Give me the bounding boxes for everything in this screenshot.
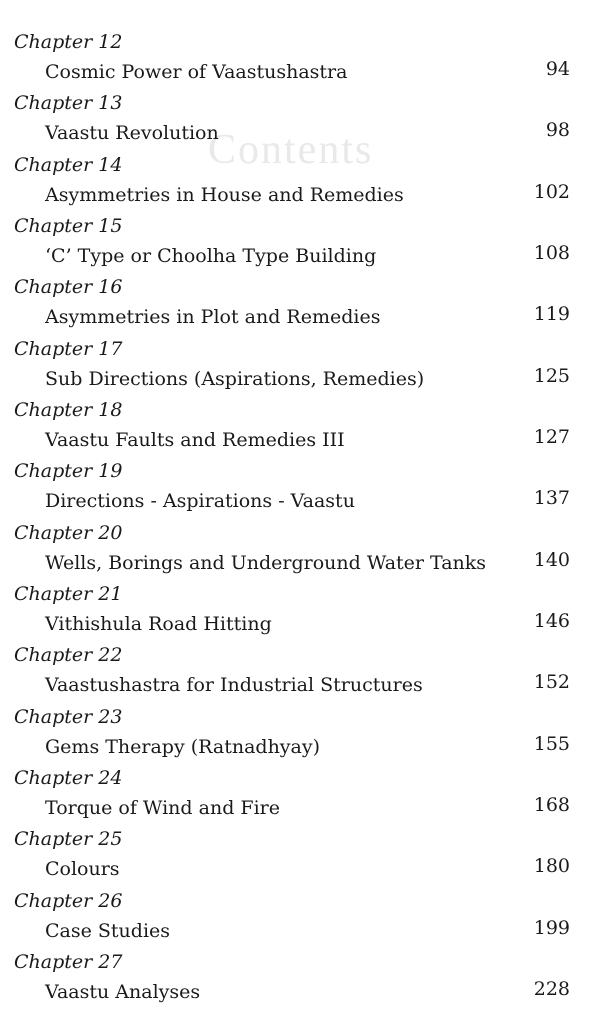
chapter-title: Vithishula Road Hitting bbox=[45, 613, 272, 636]
toc-entry bbox=[0, 887, 600, 948]
page-number: 146 bbox=[533, 610, 570, 633]
chapter-title: Colours bbox=[45, 858, 120, 881]
page-number: 94 bbox=[545, 58, 570, 80]
chapter-title: Gems Therapy (Ratnadhyay) bbox=[45, 735, 321, 758]
chapter-number: Chapter 22 bbox=[14, 644, 123, 667]
toc-entry bbox=[0, 764, 600, 825]
toc-entry bbox=[0, 273, 600, 334]
chapter-number: Chapter 27 bbox=[14, 951, 123, 974]
page-number: 119 bbox=[533, 303, 570, 326]
chapter-title: ‘C’ Type or Choolha Type Building bbox=[45, 245, 377, 268]
faint-contents-heading: Contents bbox=[208, 127, 374, 173]
chapter-number: Chapter 12 bbox=[14, 31, 123, 53]
page-number: 140 bbox=[533, 548, 570, 571]
chapter-title: Asymmetries in Plot and Remedies bbox=[45, 306, 381, 329]
chapter-title: Directions - Aspirations - Vaastu bbox=[45, 490, 355, 513]
chapter-title: Cosmic Power of Vaastushastra bbox=[45, 61, 348, 83]
toc-entry bbox=[0, 151, 600, 212]
toc-entry bbox=[0, 89, 600, 150]
toc-entry bbox=[0, 519, 600, 580]
chapter-number: Chapter 23 bbox=[14, 705, 123, 728]
toc-entry bbox=[0, 396, 600, 457]
page-number: 98 bbox=[545, 119, 570, 142]
chapter-number: Chapter 20 bbox=[14, 521, 123, 544]
toc-entry bbox=[0, 948, 600, 1009]
chapter-title: Vaastushastra for Industrial Structures bbox=[45, 674, 423, 697]
page-number: 137 bbox=[533, 487, 570, 510]
page-number: 125 bbox=[533, 364, 570, 387]
page-number: 228 bbox=[533, 978, 570, 1001]
chapter-number: Chapter 14 bbox=[14, 153, 123, 176]
toc-entry bbox=[0, 335, 600, 396]
chapter-title: Wells, Borings and Underground Water Tanks bbox=[45, 551, 487, 574]
page-number: 127 bbox=[533, 426, 570, 449]
toc-entry bbox=[0, 457, 600, 518]
chapter-title: Case Studies bbox=[45, 919, 171, 942]
chapter-number: Chapter 21 bbox=[14, 583, 123, 606]
chapter-number: Chapter 15 bbox=[14, 215, 123, 238]
page-number: 168 bbox=[533, 794, 570, 817]
toc-entry bbox=[0, 212, 600, 273]
chapter-title: Vaastu Faults and Remedies III bbox=[45, 429, 345, 452]
page-number: 199 bbox=[533, 916, 570, 939]
chapter-number: Chapter 26 bbox=[14, 889, 123, 912]
page-number: 102 bbox=[533, 180, 570, 203]
chapter-number: Chapter 25 bbox=[14, 828, 123, 851]
page-number: 180 bbox=[533, 855, 570, 878]
chapter-title: Asymmetries in House and Remedies bbox=[45, 183, 404, 206]
toc-entry bbox=[0, 825, 600, 886]
toc-entry bbox=[0, 641, 600, 702]
table-of-contents bbox=[0, 28, 600, 1010]
toc-entry bbox=[0, 703, 600, 764]
chapter-number: Chapter 17 bbox=[14, 337, 123, 360]
chapter-number: Chapter 24 bbox=[14, 767, 123, 790]
toc-entry bbox=[0, 28, 600, 89]
page-number: 108 bbox=[533, 242, 570, 265]
chapter-number: Chapter 19 bbox=[14, 460, 123, 483]
chapter-number: Chapter 13 bbox=[14, 92, 123, 115]
chapter-title: Sub Directions (Aspirations, Remedies) bbox=[45, 367, 425, 390]
chapter-number: Chapter 18 bbox=[14, 399, 123, 422]
chapter-title: Torque of Wind and Fire bbox=[45, 797, 280, 820]
page-number: 152 bbox=[533, 671, 570, 694]
toc-entry bbox=[0, 580, 600, 641]
chapter-number: Chapter 16 bbox=[14, 276, 123, 299]
chapter-title: Vaastu Revolution bbox=[45, 122, 219, 145]
page-number: 155 bbox=[533, 732, 570, 755]
chapter-title: Vaastu Analyses bbox=[45, 981, 201, 1004]
